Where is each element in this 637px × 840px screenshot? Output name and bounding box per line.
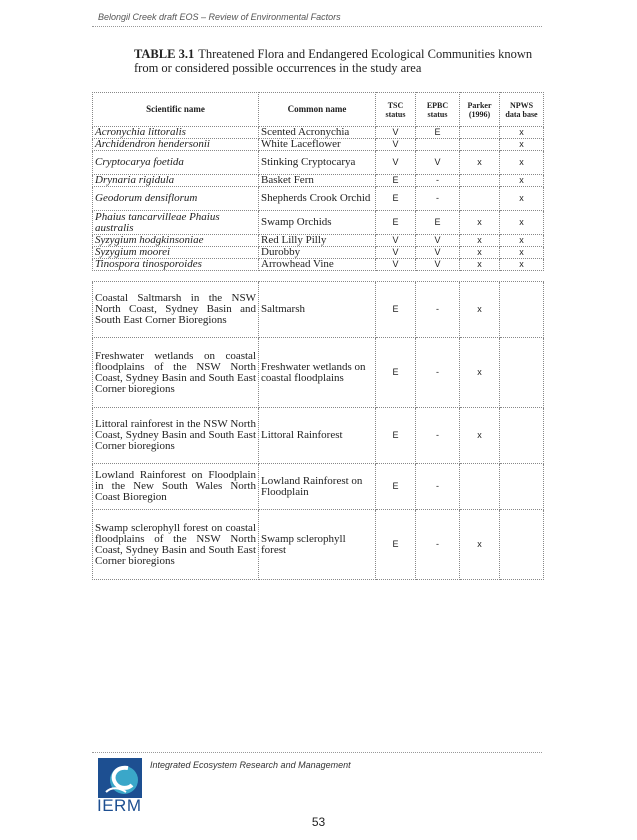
cell-parker xyxy=(460,464,500,510)
cell-common: Basket Fern xyxy=(259,175,376,187)
cell-npws: x xyxy=(500,247,544,259)
table-row xyxy=(93,175,544,187)
cell-scientific: Cryptocarya foetida xyxy=(93,151,259,175)
cell-common: Swamp sclerophyll forest xyxy=(259,510,376,580)
table-row xyxy=(93,127,544,139)
table-caption-text: Threatened Flora and Endangered Ecological Communities known from or considered possible occurrences in the study area xyxy=(134,47,533,75)
cell-tsc: V xyxy=(376,127,416,139)
logo-wordmark: IERM xyxy=(97,796,142,815)
cell-community-name: Littoral rainforest in the NSW North Coast, Sydney Basin and South East Corner bioregions xyxy=(93,408,259,464)
col-header-scientific: Scientific name xyxy=(93,93,259,127)
cell-scientific: Geodorum densiflorum xyxy=(93,187,259,211)
cell-scientific: Syzygium hodgkinsoniae xyxy=(93,235,259,247)
table-row xyxy=(93,338,544,408)
col-header-common: Common name xyxy=(259,93,376,127)
cell-parker xyxy=(460,175,500,187)
cell-npws xyxy=(500,338,544,408)
cell-epbc: V xyxy=(416,247,460,259)
cell-npws: x xyxy=(500,235,544,247)
cell-npws: x xyxy=(500,139,544,151)
cell-parker xyxy=(460,139,500,151)
cell-parker: x xyxy=(460,151,500,175)
cell-tsc: V xyxy=(376,151,416,175)
cell-common: Arrowhead Vine xyxy=(259,259,376,271)
cell-scientific: Syzygium moorei xyxy=(93,247,259,259)
cell-tsc: V xyxy=(376,235,416,247)
table-header-row xyxy=(93,93,544,127)
cell-parker: x xyxy=(460,247,500,259)
col-header-tsc: TSC status xyxy=(376,93,416,127)
cell-epbc: - xyxy=(416,282,460,338)
col-header-parker: Parker (1996) xyxy=(460,93,500,127)
table-row xyxy=(93,408,544,464)
table-caption xyxy=(134,47,544,75)
cell-common: Freshwater wetlands on coastal floodplains xyxy=(259,338,376,408)
running-header: Belongil Creek draft EOS – Review of Environmental Factors xyxy=(98,12,341,22)
cell-epbc: E xyxy=(416,211,460,235)
cell-common: White Laceflower xyxy=(259,139,376,151)
cell-epbc: - xyxy=(416,175,460,187)
table-label: TABLE 3.1 xyxy=(134,47,195,61)
cell-tsc: E xyxy=(376,464,416,510)
cell-community-name: Freshwater wetlands on coastal floodplains of the NSW North Coast, Sydney Basin and South East Corner bioregions xyxy=(93,338,259,408)
cell-parker xyxy=(460,187,500,211)
cell-epbc: E xyxy=(416,127,460,139)
cell-parker: x xyxy=(460,510,500,580)
cell-common: Durobby xyxy=(259,247,376,259)
table-row xyxy=(93,259,544,271)
cell-epbc: - xyxy=(416,408,460,464)
cell-npws: x xyxy=(500,211,544,235)
col-header-npws: NPWS data base xyxy=(500,93,544,127)
cell-npws xyxy=(500,510,544,580)
cell-scientific: Acronychia littoralis xyxy=(93,127,259,139)
table-row xyxy=(93,235,544,247)
cell-tsc: E xyxy=(376,211,416,235)
cell-common: Lowland Rainforest on Floodplain xyxy=(259,464,376,510)
cell-npws: x xyxy=(500,187,544,211)
cell-tsc: V xyxy=(376,259,416,271)
cell-common: Stinking Cryptocarya xyxy=(259,151,376,175)
cell-common: Red Lilly Pilly xyxy=(259,235,376,247)
cell-scientific: Archidendron hendersonii xyxy=(93,139,259,151)
cell-scientific: Tinospora tinosporoides xyxy=(93,259,259,271)
table-row xyxy=(93,211,544,235)
footer-rule xyxy=(92,752,542,753)
table-row xyxy=(93,464,544,510)
col-header-epbc: EPBC status xyxy=(416,93,460,127)
cell-epbc: - xyxy=(416,187,460,211)
table-row xyxy=(93,282,544,338)
cell-parker: x xyxy=(460,211,500,235)
table-row xyxy=(93,151,544,175)
threatened-flora-table xyxy=(92,92,544,580)
cell-tsc: E xyxy=(376,510,416,580)
cell-parker xyxy=(460,127,500,139)
cell-tsc: E xyxy=(376,338,416,408)
cell-npws: x xyxy=(500,259,544,271)
cell-npws: x xyxy=(500,175,544,187)
cell-epbc: - xyxy=(416,510,460,580)
cell-npws: x xyxy=(500,151,544,175)
cell-common: Scented Acronychia xyxy=(259,127,376,139)
cell-epbc: V xyxy=(416,151,460,175)
cell-tsc: E xyxy=(376,187,416,211)
cell-community-name: Lowland Rainforest on Floodplain in the New South Wales North Coast Bioregion xyxy=(93,464,259,510)
cell-epbc xyxy=(416,139,460,151)
cell-parker: x xyxy=(460,408,500,464)
table-row xyxy=(93,187,544,211)
cell-npws xyxy=(500,282,544,338)
page-number: 53 xyxy=(311,815,326,829)
cell-common: Saltmarsh xyxy=(259,282,376,338)
cell-common: Littoral Rainforest xyxy=(259,408,376,464)
cell-epbc: V xyxy=(416,259,460,271)
cell-npws xyxy=(500,464,544,510)
cell-tsc: E xyxy=(376,175,416,187)
cell-tsc: V xyxy=(376,247,416,259)
cell-common: Swamp Orchids xyxy=(259,211,376,235)
table-row xyxy=(93,510,544,580)
cell-npws: x xyxy=(500,127,544,139)
footer-org-name: Integrated Ecosystem Research and Management xyxy=(150,760,351,770)
cell-parker: x xyxy=(460,338,500,408)
cell-scientific: Phaius tancarvilleae Phaius australis xyxy=(93,211,259,235)
cell-npws xyxy=(500,408,544,464)
cell-parker: x xyxy=(460,259,500,271)
cell-common: Shepherds Crook Orchid xyxy=(259,187,376,211)
cell-epbc: V xyxy=(416,235,460,247)
cell-epbc: - xyxy=(416,338,460,408)
cell-tsc: E xyxy=(376,408,416,464)
cell-parker: x xyxy=(460,282,500,338)
cell-community-name: Swamp sclerophyll forest on coastal floodplains of the NSW North Coast, Sydney Basin and South East Corner bioregions xyxy=(93,510,259,580)
cell-epbc: - xyxy=(416,464,460,510)
cell-tsc: V xyxy=(376,139,416,151)
table-row xyxy=(93,247,544,259)
cell-parker: x xyxy=(460,235,500,247)
cell-scientific: Drynaria rigidula xyxy=(93,175,259,187)
cell-tsc: E xyxy=(376,282,416,338)
cell-community-name: Coastal Saltmarsh in the NSW North Coast, Sydney Basin and South East Corner Bioregions xyxy=(93,282,259,338)
table-row xyxy=(93,139,544,151)
table-section-divider xyxy=(93,271,544,282)
header-rule xyxy=(92,26,542,27)
